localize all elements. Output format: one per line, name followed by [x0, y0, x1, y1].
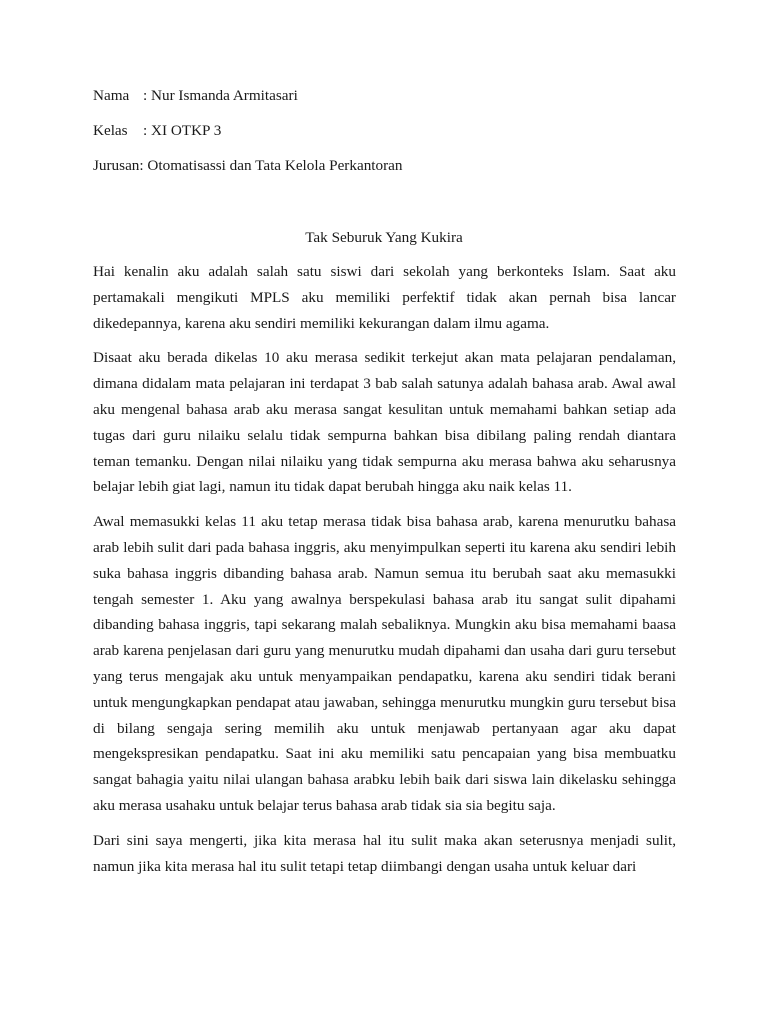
- nama-value: : Nur Ismanda Armitasari: [143, 87, 298, 104]
- paragraph-3: Awal memasukki kelas 11 aku tetap merasa tidak bisa bahasa arab, karena menurutku bahasa arab lebih sulit dari pada bahasa inggris, aku menyimpulkan seperti itu karena aku sendiri lebih suka bahasa inggris dibanding bahasa arab. Namun semua itu berubah saat aku memasukki tengah semester 1. Aku yang awalnya berspekulasi bahasa arab itu sangat sulit dipahami dibanding bahasa inggris, tapi sekarang malah sebaliknya. Mungkin aku bisa memahami baasa arab karena penjelasan dari guru yang menurutku mudah dipahami dan usaha dari guru tersebut yang terus mengajak aku untuk menyampaikan pendapatku, karena aku sendiri tidak berani untuk mengungkapkan pendapat atau jawaban, sehingga menurutku mungkin guru tersebut bisa di bilang sengaja sering memilih aku untuk menjawab pertanyaan agar aku dapat mengekspresikan pendapatku. Saat ini aku memiliki satu pencapaian yang bisa membuatku sangat bahagia yaitu nilai ulangan bahasa arabku lebih baik dari siswa lain dikelasku sehingga aku merasa usahaku untuk belajar terus bahasa arab tidak sia sia begitu saja.: [93, 513, 676, 814]
- essay-body: [93, 259, 676, 888]
- essay-title: Tak Seburuk Yang Kukira: [305, 229, 463, 246]
- kelas-value: : XI OTKP 3: [143, 122, 222, 139]
- kelas-line: [93, 121, 221, 141]
- nama-line: [93, 86, 298, 106]
- nama-label: Nama: [93, 87, 130, 104]
- jurusan-line: Jurusan: Otomatisassi dan Tata Kelola Perkantoran: [93, 157, 403, 174]
- kelas-label: Kelas: [93, 122, 128, 139]
- paragraph-1: Hai kenalin aku adalah salah satu siswi dari sekolah yang berkonteks Islam. Saat aku pertamakali mengikuti MPLS aku memiliki perfektif tidak akan pernah bisa lancar dikedepannya, karena aku sendiri memiliki kekurangan dalam ilmu agama.: [93, 263, 676, 332]
- paragraph-4: Dari sini saya mengerti, jika kita merasa hal itu sulit maka akan seterusnya menjadi sulit, namun jika kita merasa hal itu sulit tetapi tetap diimbangi dengan usaha untuk keluar dari: [93, 831, 676, 875]
- paragraph-2: Disaat aku berada dikelas 10 aku merasa sedikit terkejut akan mata pelajaran pendalaman, dimana didalam mata pelajaran ini terdapat 3 bab salah satunya adalah bahasa arab. Awal awal aku mengenal bahasa arab aku merasa sangat kesulitan untuk memahami bahkan setiap ada tugas dari guru nilaiku selalu tidak sempurna bahkan bisa dibilang paling rendah diantara teman temanku. Dengan nilai nilaiku yang tidak sempurna aku merasa bahwa aku seharusnya belajar lebih giat lagi, namun itu tidak dapat berubah hingga aku naik kelas 11.: [93, 349, 676, 496]
